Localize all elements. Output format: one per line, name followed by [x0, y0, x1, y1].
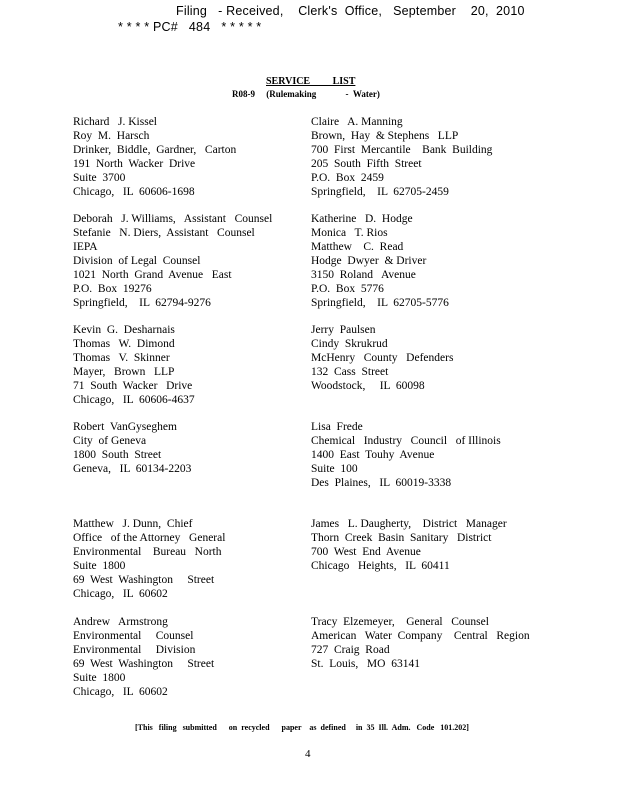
page-title: SERVICE LIST: [266, 76, 356, 87]
filing-stamp-line-1: Filing - Received, Clerk's Office, September 20, 2010: [176, 4, 525, 18]
address-block: Tracy Elzemeyer, General Counsel American Water Company Central Region 727 Craig Road St. Louis, MO 63141: [311, 616, 530, 670]
address-block: Deborah J. Williams, Assistant Counsel Stefanie N. Diers, Assistant Counsel IEPA Division of Legal Counsel 1021 North Grand Avenue East P.O. Box 19276 Springfield, IL 62794-9276: [73, 213, 273, 309]
page-subtitle: R08-9 (Rulemaking - Water): [232, 89, 380, 99]
page-number: 4: [305, 748, 311, 760]
recycled-paper-footer: [This filing submitted on recycled paper as defined in 35 Ill. Adm. Code 101.202]: [135, 723, 469, 732]
address-block: James L. Daugherty, District Manager Thorn Creek Basin Sanitary District 700 West End Avenue Chicago Heights, IL 60411: [311, 518, 507, 572]
address-block: Katherine D. Hodge Monica T. Rios Matthew C. Read Hodge Dwyer & Driver 3150 Roland Avenue P.O. Box 5776 Springfield, IL 62705-5776: [311, 213, 449, 309]
address-block: Andrew Armstrong Environmental Counsel Environmental Division 69 West Washington Street Suite 1800 Chicago, IL 60602: [73, 616, 215, 698]
address-block: Robert VanGyseghem City of Geneva 1800 South Street Geneva, IL 60134-2203: [73, 421, 192, 475]
address-block: Jerry Paulsen Cindy Skrukrud McHenry County Defenders 132 Cass Street Woodstock, IL 60098: [311, 324, 454, 392]
filing-stamp-line-2: * * * * PC# 484 * * * * *: [118, 20, 262, 34]
address-block: Claire A. Manning Brown, Hay & Stephens LLP 700 First Mercantile Bank Building 205 South Fifth Street P.O. Box 2459 Springfield, IL 62705-2459: [311, 116, 493, 198]
address-block: Matthew J. Dunn, Chief Office of the Attorney General Environmental Bureau North Suite 1800 69 West Washington Street Chicago, IL 60602: [73, 518, 226, 600]
address-block: Richard J. Kissel Roy M. Harsch Drinker, Biddle, Gardner, Carton 191 North Wacker Drive Suite 3700 Chicago, IL 60606-1698: [73, 116, 237, 198]
address-block: Lisa Frede Chemical Industry Council of Illinois 1400 East Touhy Avenue Suite 100 Des Plaines, IL 60019-3338: [311, 421, 501, 489]
address-block: Kevin G. Desharnais Thomas W. Dimond Thomas V. Skinner Mayer, Brown LLP 71 South Wacker Drive Chicago, IL 60606-4637: [73, 324, 195, 406]
